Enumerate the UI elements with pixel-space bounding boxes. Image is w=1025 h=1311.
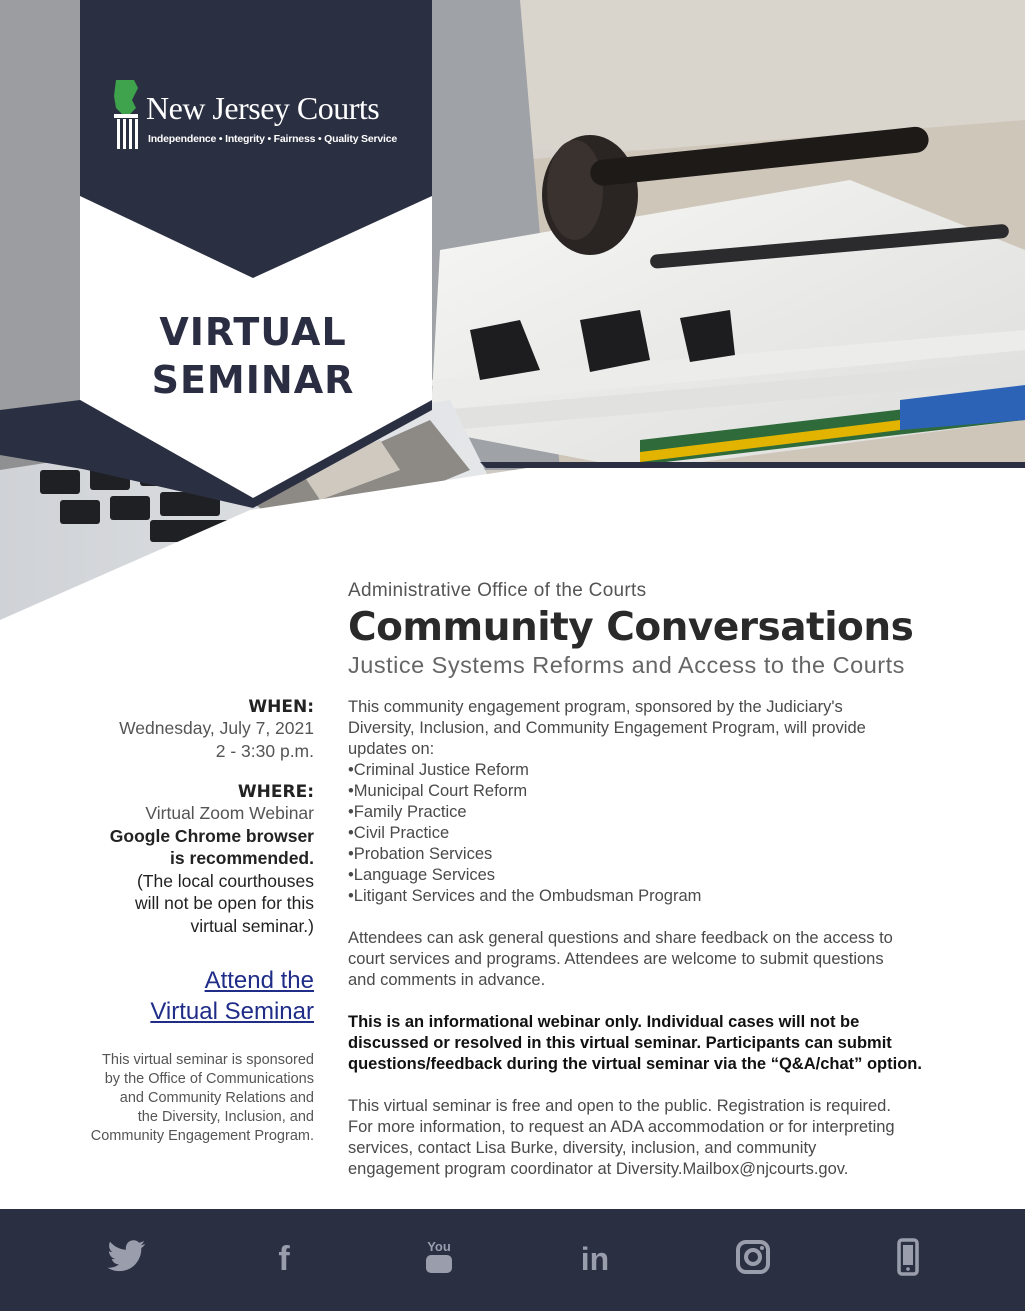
office-name: Administrative Office of the Courts: [348, 580, 647, 601]
courthouse-note-line-3: virtual seminar.): [190, 915, 314, 936]
mobile-icon[interactable]: [886, 1235, 930, 1279]
hero-section: [0, 0, 1025, 620]
event-subtitle: Justice Systems Reforms and Access to the Courts: [348, 652, 905, 678]
questions-line-2: court services and programs. Attendees are welcome to submit questions: [348, 950, 884, 968]
linkedin-icon[interactable]: [573, 1235, 617, 1279]
virtual-seminar-heading: [88, 308, 418, 404]
attend-link-line-2: Virtual Seminar: [150, 998, 314, 1025]
attend-link-line-1: Attend the: [204, 967, 314, 994]
registration-line-4: engagement program coordinator at Diversity.Mailbox@njcourts.gov.: [348, 1160, 849, 1178]
event-time: 2 - 3:30 p.m.: [215, 740, 314, 761]
sponsor-line-5: Community Engagement Program.: [90, 1128, 314, 1144]
list-item: • Family Practice: [348, 802, 1003, 823]
youtube-icon[interactable]: [417, 1235, 461, 1279]
youtube-glyph: You: [427, 1239, 451, 1254]
list-item: • Language Services: [348, 865, 1003, 886]
questions-line-1: Attendees can ask general questions and share feedback on the access to: [348, 929, 893, 947]
linkedin-glyph: in: [580, 1241, 610, 1277]
intro-line-3: updates on:: [348, 740, 435, 758]
courthouse-note-line-2: will not be open for this: [135, 893, 314, 913]
questions-paragraph: [348, 928, 1003, 991]
list-item: • Municipal Court Reform: [348, 781, 1003, 802]
logo-tagline: Independence • Integrity • Fairness • Quality Service: [148, 133, 398, 145]
list-item: • Criminal Justice Reform: [348, 760, 1003, 781]
event-details-sidebar: [30, 697, 314, 1146]
list-item: • Probation Services: [348, 844, 1003, 865]
registration-line-3: services, contact Lisa Burke, diversity, inclusion, and community: [348, 1139, 817, 1157]
browser-note-line-1: Google Chrome browser: [109, 825, 314, 846]
nj-state-seal-icon: [108, 78, 146, 154]
facebook-glyph: f: [278, 1240, 290, 1278]
intro-line-1: This community engagement program, sponsored by the Judiciary's: [348, 698, 843, 716]
event-description: [348, 697, 1003, 1180]
intro-line-2: Diversity, Inclusion, and Community Engagement Program, will provide: [348, 719, 866, 737]
courthouse-note-line-1: (The local courthouses: [136, 870, 314, 891]
twitter-icon[interactable]: [104, 1235, 148, 1279]
event-location: Virtual Zoom Webinar: [145, 803, 314, 823]
when-label: WHEN:: [248, 697, 314, 717]
attend-virtual-seminar-link[interactable]: [30, 965, 314, 1027]
event-header: [348, 580, 1008, 679]
sponsor-line-2: by the Office of Communications: [104, 1071, 314, 1087]
sponsor-line-1: This virtual seminar is sponsored: [102, 1052, 314, 1068]
facebook-icon[interactable]: [262, 1235, 306, 1279]
questions-line-3: and comments in advance.: [348, 971, 546, 989]
notice-line-3: questions/feedback during the virtual seminar via the “Q&A/chat” option.: [348, 1055, 922, 1073]
heading-line-2: SEMINAR: [151, 358, 355, 402]
social-footer: [0, 1209, 1025, 1311]
sponsor-note: [30, 1051, 314, 1146]
logo-name: New Jersey Courts: [146, 90, 380, 126]
event-date: Wednesday, July 7, 2021: [119, 718, 314, 738]
notice-line-1: This is an informational webinar only. Individual cases will not be: [348, 1013, 860, 1031]
topics-list: [348, 760, 1003, 907]
where-label: WHERE:: [237, 782, 314, 802]
registration-line-1: This virtual seminar is free and open to the public. Registration is required.: [348, 1097, 891, 1115]
notice-line-2: discussed or resolved in this virtual seminar. Participants can submit: [348, 1034, 892, 1052]
registration-line-2: For more information, to request an ADA accommodation or for interpreting: [348, 1118, 895, 1136]
registration-paragraph: [348, 1096, 1003, 1180]
heading-line-1: VIRTUAL: [159, 310, 347, 354]
nj-courts-logo[interactable]: [108, 78, 408, 158]
browser-note-line-2: is recommended.: [170, 848, 314, 868]
intro-paragraph: [348, 697, 1003, 760]
informational-notice: [348, 1012, 1003, 1075]
sponsor-line-3: and Community Relations and: [119, 1090, 314, 1106]
sponsor-line-4: the Diversity, Inclusion, and: [137, 1109, 314, 1125]
list-item: • Civil Practice: [348, 823, 1003, 844]
list-item: • Litigant Services and the Ombudsman Program: [348, 886, 1003, 907]
instagram-icon[interactable]: [731, 1235, 775, 1279]
event-title: Community Conversations: [348, 605, 914, 650]
